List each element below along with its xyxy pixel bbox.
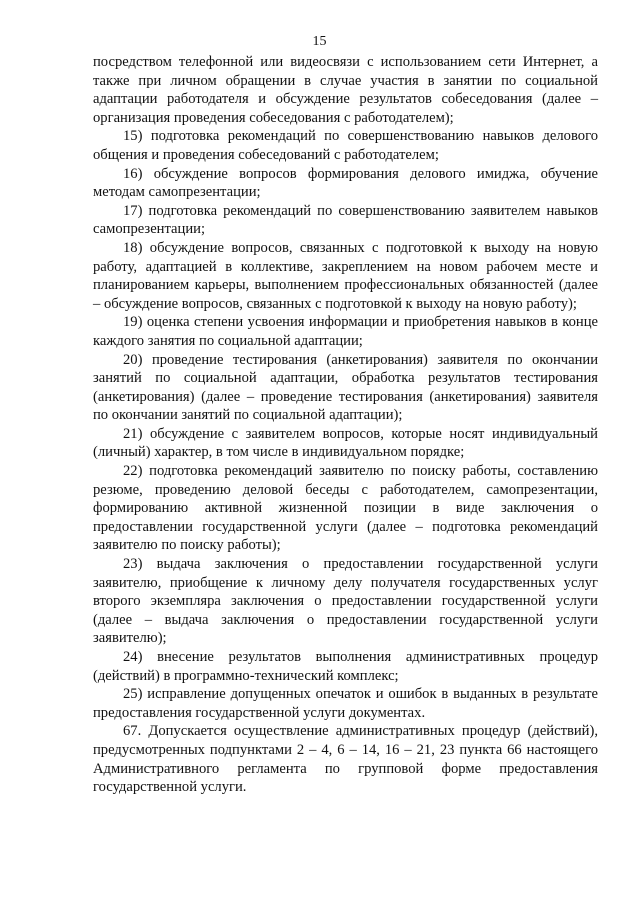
page-number: 15	[312, 34, 327, 49]
paragraph-clause-67: 67. Допускается осуществление административных процедур (действий), предусмотренных подпунктами 2 – 4, 6 – 14, 16 – 21, 23 пункта 66 настоящего Административного регламента по групповой форме предоставления государственной услуги.	[93, 723, 598, 796]
paragraph-item-21: 21) обсуждение с заявителем вопросов, которые носят индивидуальный (личный) характер, в том числе в индивидуальном порядке;	[93, 425, 598, 461]
paragraph-item-19: 19) оценка степени усвоения информации и приобретения навыков в конце каждого занятия по социальной адаптации;	[93, 314, 598, 349]
paragraph-item-24: 24) внесение результатов выполнения административных процедур (действий) в программно-технический комплекс;	[93, 649, 598, 684]
paragraph-item-20: 20) проведение тестирования (анкетирования) заявителя по окончании занятий по социальной адаптации, обработка результатов тестирования (анкетирования) (далее – проведение тестирования (анкетирования) заявителя по окончании занятий по социальной адаптации);	[93, 351, 598, 424]
document-body	[93, 53, 598, 797]
paragraph-item-15: 15) подготовка рекомендаций по совершенствованию навыков делового общения и проведения собеседований с работодателем;	[93, 128, 598, 163]
paragraph-14-continuation: посредством телефонной или видеосвязи с использованием сети Интернет, а также при личном обращении в случае участия в занятии по социальной адаптации работодателя и обсуждение результатов собеседования (далее – организация проведения собеседования с работодателем);	[93, 54, 598, 126]
paragraph-item-17: 17) подготовка рекомендаций по совершенствованию заявителем навыков самопрезентации;	[93, 202, 598, 238]
paragraph-item-25: 25) исправление допущенных опечаток и ошибок в выданных в результате предоставления государственной услуги документах.	[93, 686, 598, 721]
paragraph-item-16: 16) обсуждение вопросов формирования делового имиджа, обучение методам самопрезентации;	[93, 165, 598, 201]
paragraph-item-18: 18) обсуждение вопросов, связанных с подготовкой к выходу на новую работу, адаптацией в коллективе, закреплением на новом рабочем месте и планированием карьеры, выполнением профессиональных обязанностей (далее – обсуждение вопросов, связанных с подготовкой к выходу на новую работу);	[93, 239, 598, 312]
paragraph-item-23: 23) выдача заключения о предоставлении государственной услуги заявителю, приобщение к личному делу получателя государственных услуг второго экземпляра заключения о предоставлении государственной услуги (далее – выдача заключения о предоставлении государственной услуги заявителю);	[93, 556, 598, 647]
paragraph-item-22: 22) подготовка рекомендаций заявителю по поиску работы, составлению резюме, проведению деловой беседы с работодателем, самопрезентации, формированию активной жизненной позиции в виде заключения о предоставлении государственной услуги (далее – подготовка рекомендаций заявителю по поиску работы);	[93, 463, 598, 554]
